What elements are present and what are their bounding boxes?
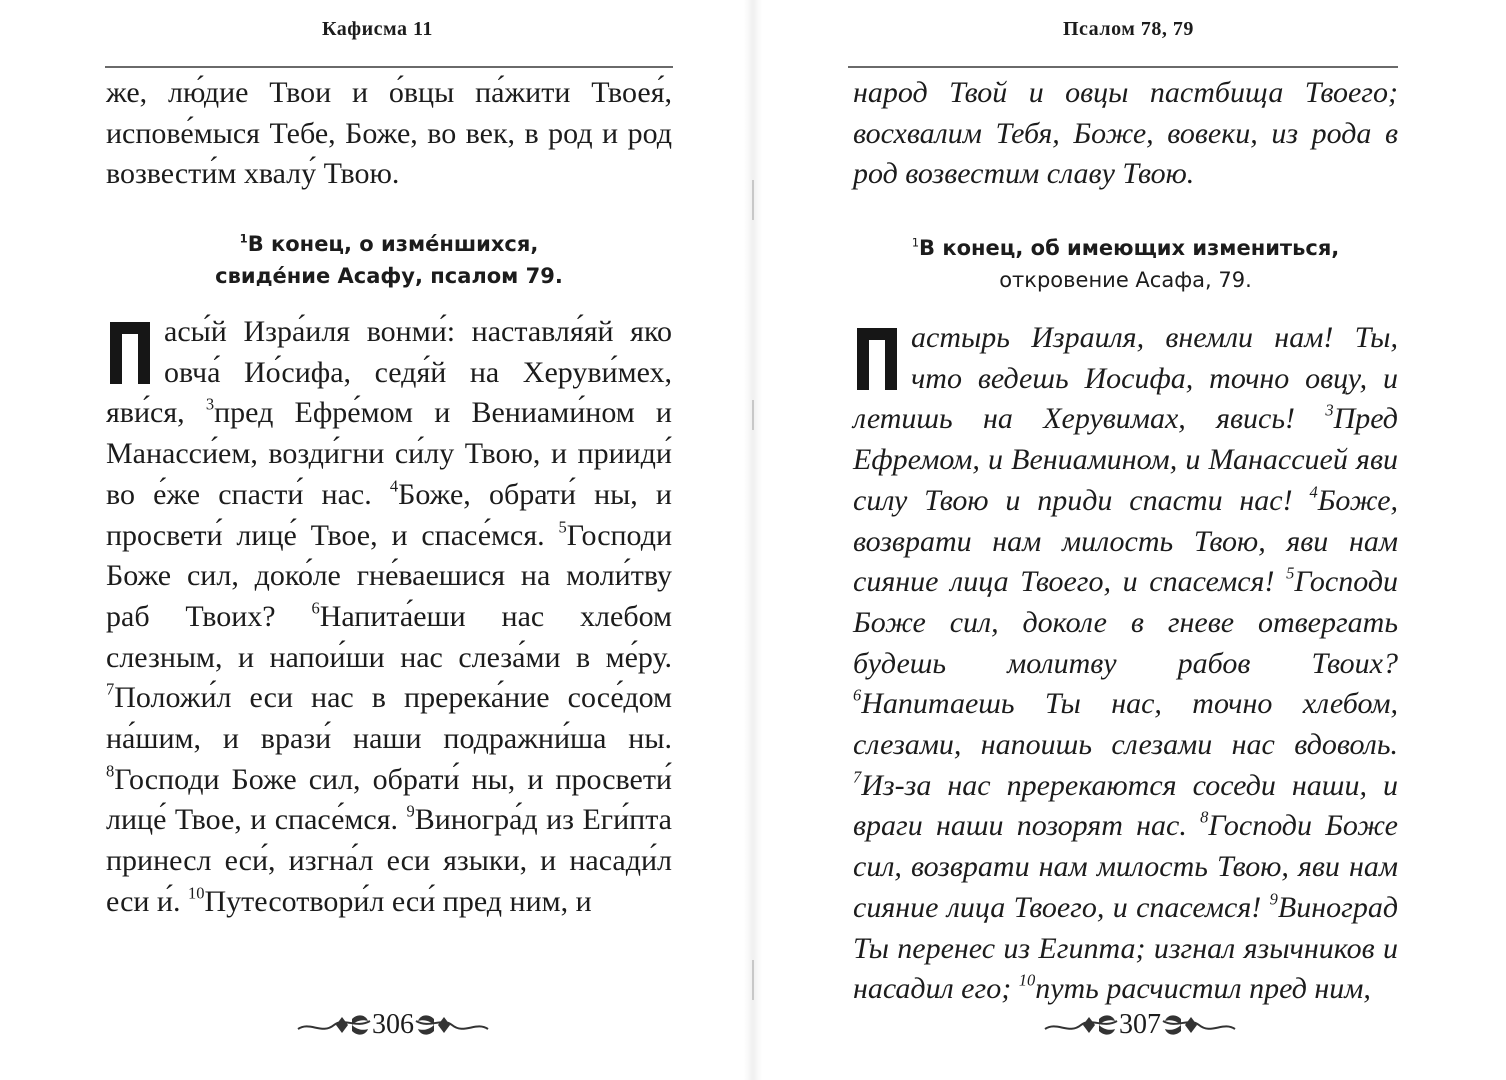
psalm-title-line-1: В конец, о изме́ншихся,	[247, 232, 539, 256]
verse-number: 10	[188, 883, 205, 903]
verse-text: Господи Боже сил, доко́ле гне́ваешися на моли́тву раб Твоих?	[106, 518, 673, 633]
dropcap-glyph	[106, 318, 154, 388]
psalm-title-line-2: свиде́ние Асафу, псалом 79.	[215, 264, 563, 288]
verse-number: 6	[311, 598, 320, 618]
verse-number: 4	[1309, 482, 1318, 502]
verse-text: Боже, обрати́ ны, и просвети́ лице́ Твое, и спасе́мся.	[106, 477, 672, 552]
verse-number: 8	[106, 761, 115, 781]
header-rule	[105, 66, 673, 68]
verse-text: пред Ефре́мом и Вениами́ном и Манасси́ем, возди́гни си́лу Твою, и прииди́ во е́же спасти́ нас.	[106, 396, 672, 511]
running-head: Кафисма 11	[322, 18, 433, 40]
verse-number: 4	[389, 476, 399, 496]
verse-text: Господи Боже сил, доколе в гневе отвергать будешь молитву рабов Твоих?	[853, 565, 1398, 680]
verse-number: 9	[406, 802, 415, 822]
verse-number: 5	[1286, 563, 1295, 583]
dropcap-glyph	[853, 324, 901, 394]
verse-text: путь расчистил пред ним,	[1035, 972, 1371, 1006]
verse-text: Виногра́д из Еги́пта принесл еси́, изгна́л еси языки, и насади́л еси и́.	[106, 803, 672, 918]
verse-number: 5	[558, 517, 567, 537]
page-footer	[296, 1005, 490, 1045]
right-page	[753, 0, 1506, 1080]
verse-text: Господи Боже сил, возврати нам милость Твою, яви нам сияние лица Твоего, и спасемся!	[853, 809, 1398, 924]
continuation-text: народ Твой и овцы пастбища Твоего; восхвалим Тебя, Боже, вовеки, из рода в род возвестим славу Твою.	[853, 76, 1398, 191]
running-head: Псалом 78, 79	[1063, 18, 1194, 40]
continuation-text: же, лю́дие Твои и о́вцы па́жити Твоея́, испове́мыся Тебе, Боже, во век, в род и род возвести́м хвалу́ Твою.	[106, 76, 672, 191]
verse-text: Путесотвори́л еси́ пред ним, и	[204, 884, 592, 918]
verse-text: Господи Боже сил, обрати́ ны, и просвети́ лице́ Твое, и спасе́мся.	[106, 762, 672, 837]
psalm-title	[106, 228, 672, 292]
psalm-body	[106, 312, 672, 923]
verse-text: Напита́еши нас хлебом слезным, и напои́ши нас слеза́ми в ме́ру.	[106, 599, 673, 674]
page-number: 306	[372, 1009, 414, 1040]
verse-number: 10	[1018, 970, 1036, 990]
page-footer	[1043, 1005, 1237, 1045]
header-rule	[848, 66, 1398, 68]
psalm-title-line-1: В конец, об имеющих измениться,	[919, 236, 1340, 260]
verse-number: 3	[1325, 401, 1334, 421]
verse-text: Напитаешь Ты нас, точно хлебом, слезами, напоишь слезами нас вдоволь.	[853, 687, 1398, 762]
verse-text: Боже, возврати нам милость Твою, яви нам сияние лица Твоего, и спасемся!	[853, 483, 1399, 599]
dropcap-letter	[106, 318, 154, 388]
ornament-right-icon	[1161, 1011, 1237, 1039]
verse-number: 1	[239, 231, 248, 246]
verse-number: 6	[853, 685, 862, 705]
psalm-title-line-2: откровение Асафа, 79.	[999, 268, 1252, 292]
verse-number: 7	[106, 679, 115, 699]
verse-number: 8	[1200, 808, 1209, 828]
verse-text: Пред Ефремом, и Вениамином, и Манассией яви силу Твою и приди спасти нас!	[853, 402, 1398, 517]
verse-number: 7	[853, 767, 862, 787]
verse-number: 3	[205, 395, 215, 415]
ornament-right-icon	[414, 1011, 490, 1039]
psalm-first-words: асы́й Изра́иля вонми́: наставля́яй яко овча́ Ио́сифа, седя́й на Херуви́мех, яви́ся,	[106, 315, 672, 430]
dropcap-letter	[853, 324, 901, 394]
psalm-body	[853, 318, 1398, 1010]
psalm-title	[853, 232, 1398, 296]
page-number: 307	[1119, 1009, 1161, 1040]
verse-text: Из-за нас пререкаются соседи наши, и враги наши позорят нас.	[853, 768, 1398, 843]
verse-number: 9	[1269, 889, 1278, 909]
verse-text: Положи́л еси нас в пререка́ние сосе́дом на́шим, и врази́ наши подражни́ша ны.	[106, 681, 672, 756]
verse-number: 1	[911, 235, 920, 250]
verse-text: Виноград Ты перенес из Египта; изгнал язычников и насадил его;	[853, 890, 1398, 1006]
psalm-first-words: астырь Израиля, внемли нам! Ты, что ведешь Иосифа, точно овцу, и летишь на Херувимах, явись!	[853, 321, 1398, 436]
